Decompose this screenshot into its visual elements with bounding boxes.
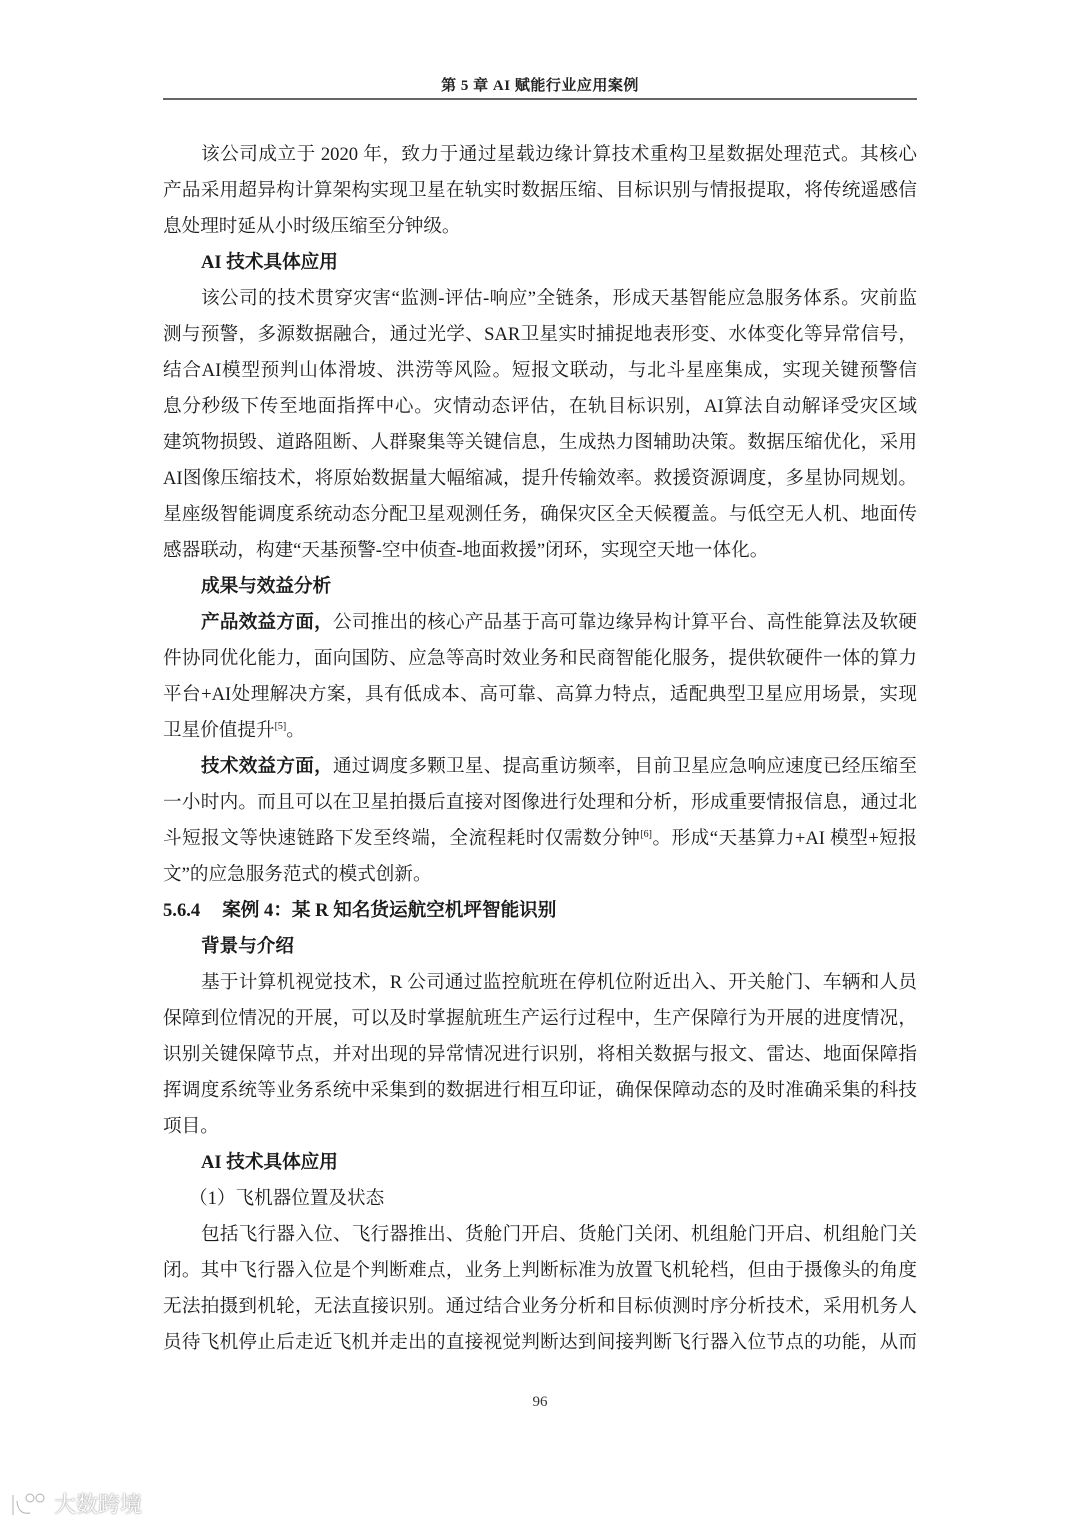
text-line: 闭。其中飞行器入位是个判断难点，业务上判断标准为放置飞机轮档，但由于摄像头的角度 bbox=[163, 1260, 917, 1281]
text-line bbox=[163, 749, 917, 785]
text-line: 该公司的技术贯穿灾害“监测-评估-响应”全链条，形成天基智能应急服务体系。灾前监 bbox=[201, 288, 917, 309]
text-line bbox=[163, 713, 917, 749]
text-line: 无法拍摄到机轮，无法直接识别。通过结合业务分析和目标侦测时序分析技术，采用机务人 bbox=[163, 1296, 917, 1317]
paragraph-disaster-chain bbox=[163, 281, 917, 569]
list-subitem: （1）飞机器位置及状态 bbox=[189, 1188, 385, 1209]
text-line: AI图像压缩技术，将原始数据量大幅缩减，提升传输效率。救援资源调度，多星协同规划。 bbox=[163, 468, 917, 489]
paragraph-tech-benefits bbox=[163, 749, 917, 893]
text-line: 建筑物损毁、道路阻断、人群聚集等关键信息，生成热力图辅助决策。数据压缩优化，采用 bbox=[163, 432, 917, 453]
text-line: 结合AI模型预判山体滑坡、洪涝等风险。短报文联动，与北斗星座集成，实现关键预警信 bbox=[163, 360, 917, 381]
subheading-results: 成果与效益分析 bbox=[201, 576, 332, 597]
text-line: 挥调度系统等业务系统中采集到的数据进行相互印证，确保保障动态的及时准确采集的科技 bbox=[163, 1080, 917, 1101]
text-span: 。形成“天基算力+AI 模型+短报 bbox=[651, 828, 917, 849]
text-line: 包括飞行器入位、飞行器推出、货舱门开启、货舱门关闭、机组舱门开启、机组舱门关 bbox=[201, 1224, 917, 1245]
text-line: 识别关键保障节点，并对出现的异常情况进行识别，将相关数据与报文、雷达、地面保障指 bbox=[163, 1044, 917, 1065]
text-span: 斗短报文等快速链路下发至终端，全流程耗时仅需数分钟 bbox=[163, 828, 641, 849]
watermark-text: 大数跨境 bbox=[54, 1493, 143, 1518]
citation-ref[interactable]: [6] bbox=[640, 829, 652, 840]
1688-logo-icon bbox=[8, 1489, 48, 1519]
subheading-ai-application: AI 技术具体应用 bbox=[201, 252, 338, 273]
section-heading bbox=[163, 893, 917, 929]
paragraph-background bbox=[163, 965, 917, 1145]
page-content bbox=[163, 137, 917, 1361]
text-span: 卫星价值提升 bbox=[163, 720, 275, 741]
text-line: 平台+AI处理解决方案，具有低成本、高可靠、高算力特点，适配典型卫星应用场景，实现 bbox=[163, 684, 917, 705]
text-span: 通过调度多颗卫星、提高重访频率，目前卫星应急响应速度已经压缩至 bbox=[332, 756, 917, 777]
text-span: 。 bbox=[286, 720, 305, 741]
citation-ref[interactable]: [5] bbox=[274, 721, 287, 732]
text-line: 该公司成立于 2020 年，致力于通过星载边缘计算技术重构卫星数据处理范式。其核心 bbox=[201, 144, 917, 165]
page-number: 96 bbox=[532, 1394, 548, 1410]
paragraph-company-intro bbox=[163, 137, 917, 245]
section-number: 5.6.4 bbox=[163, 900, 201, 921]
text-line: 基于计算机视觉技术，R 公司通过监控航班在停机位附近出入、开关舱门、车辆和人员 bbox=[201, 972, 917, 993]
watermark bbox=[8, 1488, 142, 1519]
text-span: 公司推出的核心产品基于高可靠边缘异构计算平台、高性能算法及软硬 bbox=[332, 612, 917, 633]
text-line: 一小时内。而且可以在卫星拍摄后直接对图像进行处理和分析，形成重要情报信息，通过北 bbox=[163, 792, 917, 813]
subheading-ai-application-2: AI 技术具体应用 bbox=[201, 1152, 338, 1173]
text-line: 项目。 bbox=[163, 1116, 219, 1137]
text-line bbox=[163, 821, 917, 857]
text-line: 息处理时延从小时级压缩至分钟级。 bbox=[163, 216, 461, 237]
section-title: 案例 4：某 R 知名货运航空机坪智能识别 bbox=[222, 900, 557, 921]
text-line: 产品采用超异构计算架构实现卫星在轨实时数据压缩、目标识别与情报提取，将传统遥感信 bbox=[163, 180, 917, 201]
header-rule bbox=[163, 98, 917, 100]
text-line: 件协同优化能力，面向国防、应急等高时效业务和民商智能化服务，提供软硬件一体的算力 bbox=[163, 648, 917, 669]
text-line: 员待飞机停止后走近飞机并走出的直接视觉判断达到间接判断飞行器入位节点的功能，从而 bbox=[163, 1332, 917, 1353]
text-line: 星座级智能调度系统动态分配卫星观测任务，确保灾区全天候覆盖。与低空无人机、地面传 bbox=[163, 504, 917, 525]
text-line: 测与预警，多源数据融合，通过光学、SAR卫星实时捕捉地表形变、水体变化等异常信号， bbox=[163, 324, 917, 345]
paragraph-product-benefits bbox=[163, 605, 917, 749]
lead-phrase: 技术效益方面， bbox=[201, 756, 333, 777]
paragraph-aircraft-status bbox=[163, 1217, 917, 1361]
lead-phrase: 产品效益方面， bbox=[201, 612, 333, 633]
subheading-background: 背景与介绍 bbox=[201, 936, 294, 957]
text-line: 文”的应急服务范式的模式创新。 bbox=[163, 864, 432, 885]
page-header-title: 第 5 章 AI 赋能行业应用案例 bbox=[441, 78, 639, 94]
text-line: 保障到位情况的开展，可以及时掌握航班生产运行过程中，生产保障行为开展的进度情况， bbox=[163, 1008, 917, 1029]
text-line: 息分秒级下传至地面指挥中心。灾情动态评估，在轨目标识别，AI算法自动解译受灾区域 bbox=[163, 396, 917, 417]
text-line bbox=[163, 605, 917, 641]
text-line: 感器联动，构建“天基预警-空中侦查-地面救援”闭环，实现空天地一体化。 bbox=[163, 540, 769, 561]
